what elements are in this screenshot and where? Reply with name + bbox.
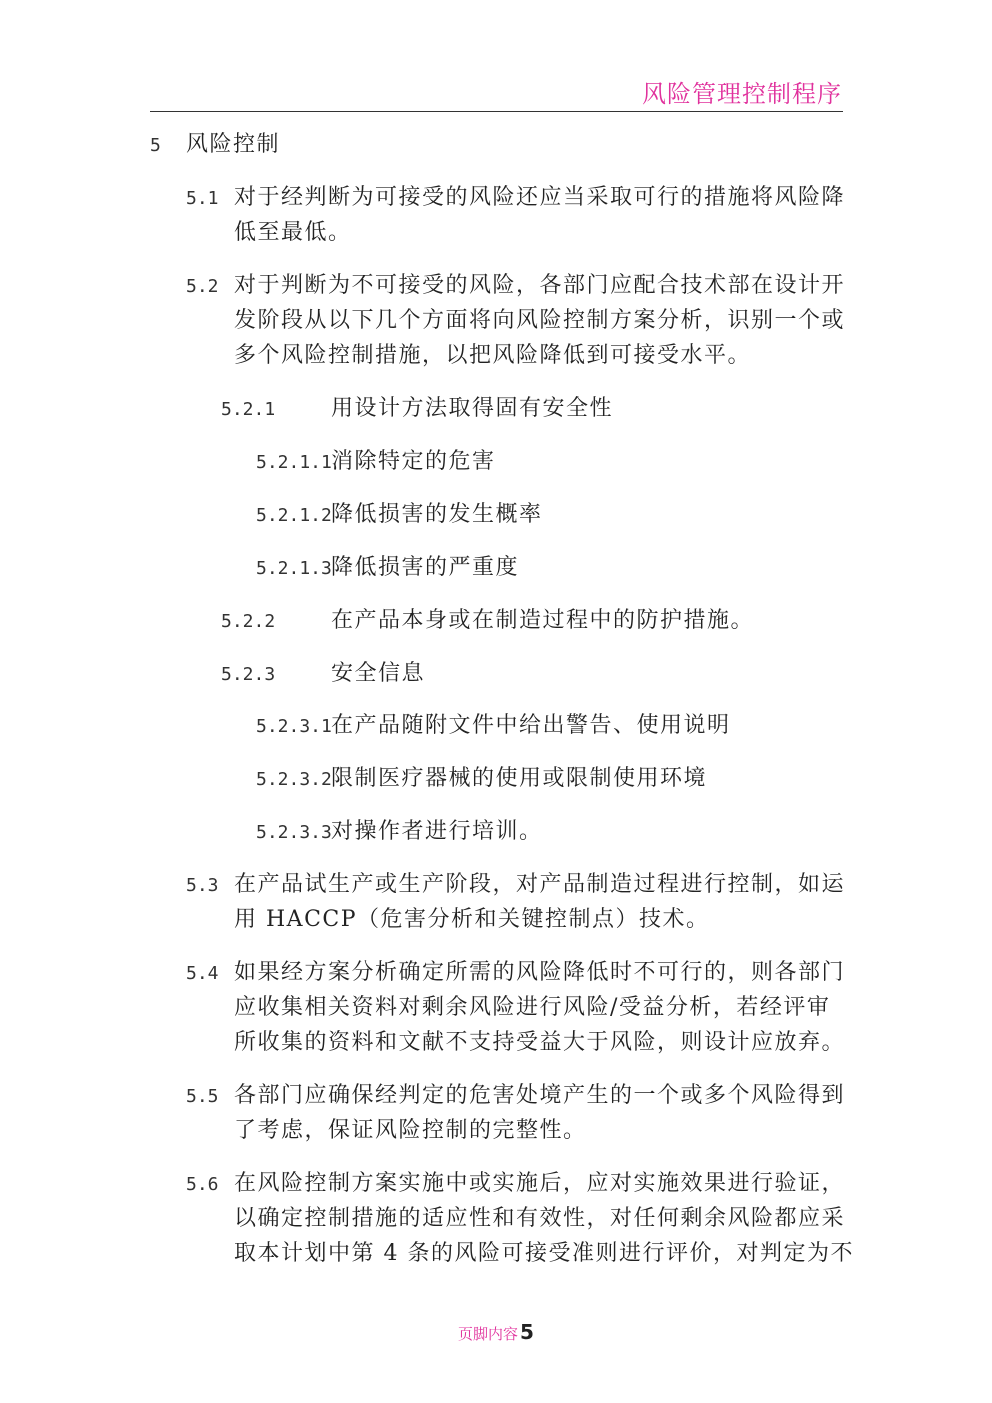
clause-text-line: 以确定控制措施的适应性和有效性，对任何剩余风险都应采 [234,1206,846,1231]
clause-number: 5.6 [186,1174,219,1195]
clause-number: 5.2 [186,276,219,297]
item-number: 5.2.3.3 [256,822,332,843]
clause-text-line: 了考虑，保证风险控制的完整性。 [234,1118,587,1143]
clause-text-line: 所收集的资料和文献不支持受益大于风险，则设计应放弃。 [234,1030,846,1055]
subclause-number: 5.2.2 [221,611,276,632]
item-text: 降低损害的严重度 [331,555,520,580]
subclause-number: 5.2.1 [221,399,276,420]
clause-text-line: 用 HACCP（危害分析和关键控制点）技术。 [234,907,710,932]
subclause-text: 用设计方法取得固有安全性 [331,396,614,421]
header-title: 风险管理控制程序 [642,80,842,108]
clause-number: 5.5 [186,1086,219,1107]
clause-text-line: 对于经判断为可接受的风险还应当采取可行的措施将风险降 [234,185,846,210]
item-number: 5.2.3.2 [256,769,332,790]
clause-text-line: 低至最低。 [234,220,352,245]
section-heading: 风险控制 [186,132,281,157]
clause-text-line: 应收集相关资料对剩余风险进行风险/受益分析，若经评审 [234,995,831,1020]
clause-text-line: 对于判断为不可接受的风险，各部门应配合技术部在设计开 [234,273,846,298]
item-number: 5.2.1.1 [256,452,332,473]
item-number: 5.2.1.2 [256,505,332,526]
section-number: 5 [150,135,161,156]
clause-text-line: 发阶段从以下几个方面将向风险控制方案分析，识别一个或 [234,308,846,333]
clause-number: 5.1 [186,188,219,209]
item-number: 5.2.3.1 [256,716,332,737]
item-text: 降低损害的发生概率 [331,502,543,527]
page-number: 5 [520,1320,534,1344]
subclause-number: 5.2.3 [221,664,276,685]
clause-text-line: 各部门应确保经判定的危害处境产生的一个或多个风险得到 [234,1083,846,1108]
clause-text-line: 取本计划中第 4 条的风险可接受准则进行评价，对判定为不 [234,1241,854,1266]
item-number: 5.2.1.3 [256,558,332,579]
clause-number: 5.4 [186,963,219,984]
item-text: 限制医疗器械的使用或限制使用环境 [331,766,708,791]
clause-text-line: 多个风险控制措施，以把风险降低到可接受水平。 [234,343,752,368]
clause-text-line: 如果经方案分析确定所需的风险降低时不可行的，则各部门 [234,960,846,985]
footer-label: 页脚内容 [458,1325,519,1343]
page-footer [0,1320,992,1344]
item-text: 消除特定的危害 [331,449,496,474]
clause-text-line: 在风险控制方案实施中或实施后，应对实施效果进行验证， [234,1171,846,1196]
item-text: 在产品随附文件中给出警告、使用说明 [331,713,731,738]
clause-number: 5.3 [186,875,219,896]
header-divider [150,111,843,112]
subclause-text: 在产品本身或在制造过程中的防护措施。 [331,608,755,633]
subclause-text: 安全信息 [331,661,426,686]
item-text: 对操作者进行培训。 [331,819,543,844]
clause-text-line: 在产品试生产或生产阶段，对产品制造过程进行控制，如运 [234,872,846,897]
